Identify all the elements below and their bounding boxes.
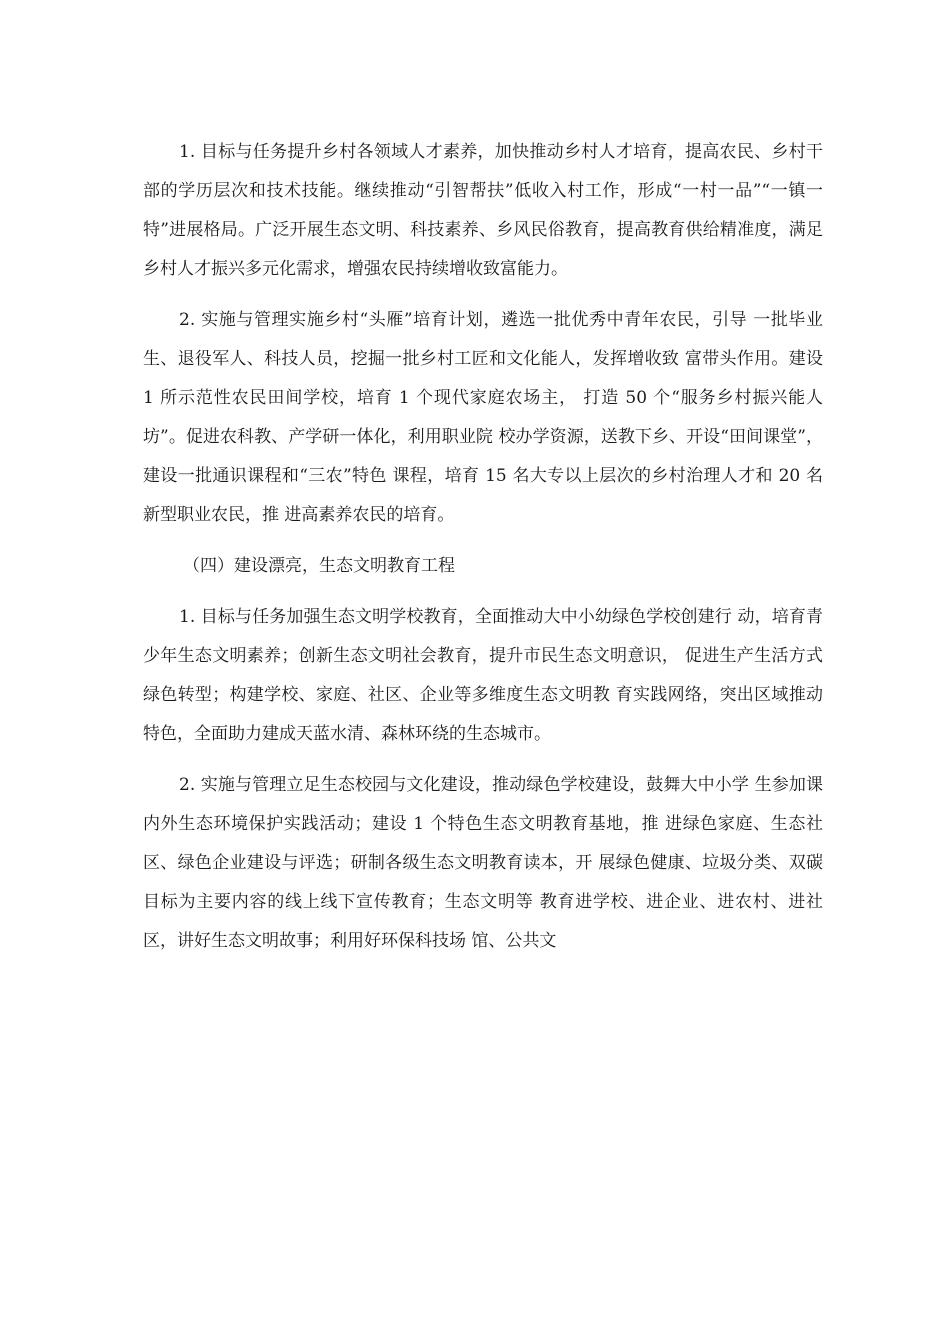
document-body: [143, 133, 823, 973]
section-heading-ecological-education: （四）建设漂亮，生态文明教育工程: [183, 556, 455, 576]
paragraph-rural-talent-implementation: 2. 实施与管理实施乡村“头雁”培育计划，遴选一批优秀中青年农民，引导 一批毕业生、退役军人、科技人员，挖掘一批乡村工匠和文化能人，发挥增收致 富带头作用。建设 1 所示范性农民田间学校，培育 1 个现代家庭农场主， 打造 50 个“服务乡村振兴能人坊”。促进农科教、产学研一体化，利用职业院 校办学资源，送教下乡、开设“田间课堂”，建设一批通识课程和“三农”特色 课程，培育 15 名大专以上层次的乡村治理人才和 20 名新型职业农民，推 进高素养农民的培育。: [143, 310, 823, 525]
paragraph-ecological-implementation: 2. 实施与管理立足生态校园与文化建设，推动绿色学校建设，鼓舞大中小学 生参加课内外生态环境保护实践活动；建设 1 个特色生态文明教育基地，推 进绿色家庭、生态社区、绿色企业建设与评选；研制各级生态文明教育读本，开 展绿色健康、垃圾分类、双碳目标为主要内容的线上线下宣传教育；生态文明等 教育进学校、进企业、进农村、进社区，讲好生态文明故事；利用好环保科技场 馆、公共文: [143, 775, 823, 951]
paragraph-ecological-goals: 1. 目标与任务加强生态文明学校教育，全面推动大中小幼绿色学校创建行 动，培育青少年生态文明素养；创新生态文明社会教育，提升市民生态文明意识， 促进生产生活方式绿色转型；构建学校、家庭、社区、企业等多维度生态文明教 育实践网络，突出区域推动特色，全面助力建成天蓝水清、森林环绕的生态城市。: [143, 607, 823, 744]
paragraph-rural-talent-goals: 1. 目标与任务提升乡村各领域人才素养，加快推动乡村人才培育，提高农民、乡村干部的学历层次和技术技能。继续推动“引智帮扶”低收入村工作，形成“一村一品”“一镇一特”进展格局。广泛开展生态文明、科技素养、乡风民俗教育，提高教育供给精准度，满足乡村人才振兴多元化需求，增强农民持续增收致富能力。: [143, 142, 823, 279]
